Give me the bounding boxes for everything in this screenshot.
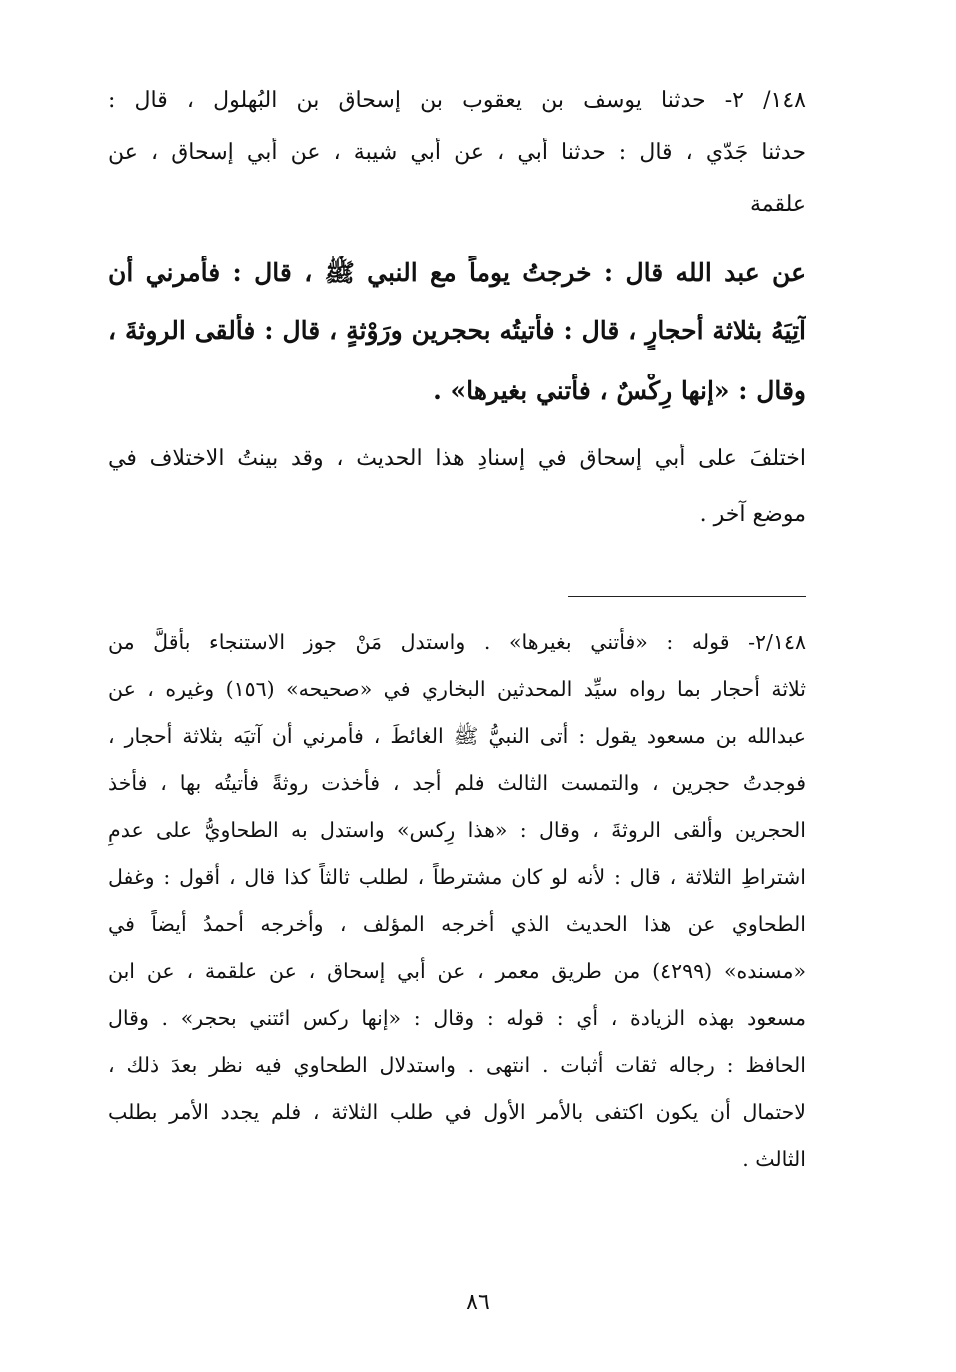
- footnote-line: ٢/١٤٨- قوله : «فأتني بغيرها» . واستدل مَنْ جوز الاستنجاء بأقلَّ من: [108, 630, 806, 654]
- footnote-line: مسعود بهذه الزيادة ، أي : قوله : وقال : «إنها ركس ائتني بحجر» . وقال: [108, 1006, 806, 1030]
- footnote-line: اشتراطِ الثلاثة ، قال : لأنه لو كان مشترطاً ، لطلب ثالثاً كذا قال ، أقول : وغفل: [108, 865, 806, 889]
- footnote-line: ثلاثة أحجار بما رواه سيِّد المحدثين البخاري في «صحيحه» (١٥٦) وغيره ، عن: [108, 677, 806, 701]
- footnote-line: فوجدتُ حجرين ، والتمست الثالث فلم أجد ، فأخذت روثةً فأتيتُه بها ، فأخذ: [108, 771, 806, 795]
- footnote-separator: [568, 596, 806, 597]
- footnote-line: «مسنده» (٤٢٩٩) من طريق معمر ، عن أبي إسحاق ، عن علقمة ، عن ابن: [108, 959, 806, 983]
- footnote-line: الحافظ : رجاله ثقات أثبات . انتهى . واستدلال الطحاوي فيه نظر بعدَ ذلك ،: [108, 1053, 806, 1077]
- footnote-line: عبدالله بن مسعود يقول : أتى النبيُّ ﷺ الغائطَ ، فأمرني أن آتيَه بثلاثة أحجار ،: [108, 724, 806, 748]
- matn-line: عن عبد الله قال : خرجتُ يوماً مع النبي ﷺ ، قال : فأمرني أن: [108, 258, 806, 287]
- footnote-line: الثالث .: [742, 1147, 806, 1171]
- footnote-line: الطحاوي عن هذا الحديث الذي أخرجه المؤلف ، وأخرجه أحمدُ أيضاً في: [108, 912, 806, 936]
- comment-line: اختلفَ على أبي إسحاق في إسنادِ هذا الحديث ، وقد بينتُ الاختلاف في: [108, 446, 806, 471]
- comment-line: موضع آخر .: [699, 502, 806, 527]
- footnote-line: الحجرين وألقى الروثةَ ، وقال : «هذا رِكس» واستدل به الطحاويُّ على عدمِ: [108, 818, 806, 842]
- isnad-line: حدثنا جَدّي ، قال : حدثنا أبي ، عن أبي شيبة ، عن أبي إسحاق ، عن: [108, 140, 806, 165]
- isnad-line: ١٤٨/ ٢- حدثنا يوسف بن يعقوب بن إسحاق بن البُهلول ، قال :: [108, 88, 806, 113]
- footnote-line: لاحتمال أن يكون اكتفى بالأمر الأول في طلب الثلاثة ، فلم يجدد الأمر بطلب: [108, 1100, 806, 1124]
- page-number: ٨٦: [466, 1290, 490, 1315]
- isnad-line: علقمة: [749, 192, 806, 217]
- matn-line: آتِيَهُ بثلاثة أحجارٍ ، قال : فأتيتُه بحجرين ورَوْثةٍ ، قال : فألقى الروثةَ ،: [108, 316, 806, 345]
- matn-line: وقال : «إنها رِكْسٌ ، فأتني بغيرها» .: [433, 376, 806, 405]
